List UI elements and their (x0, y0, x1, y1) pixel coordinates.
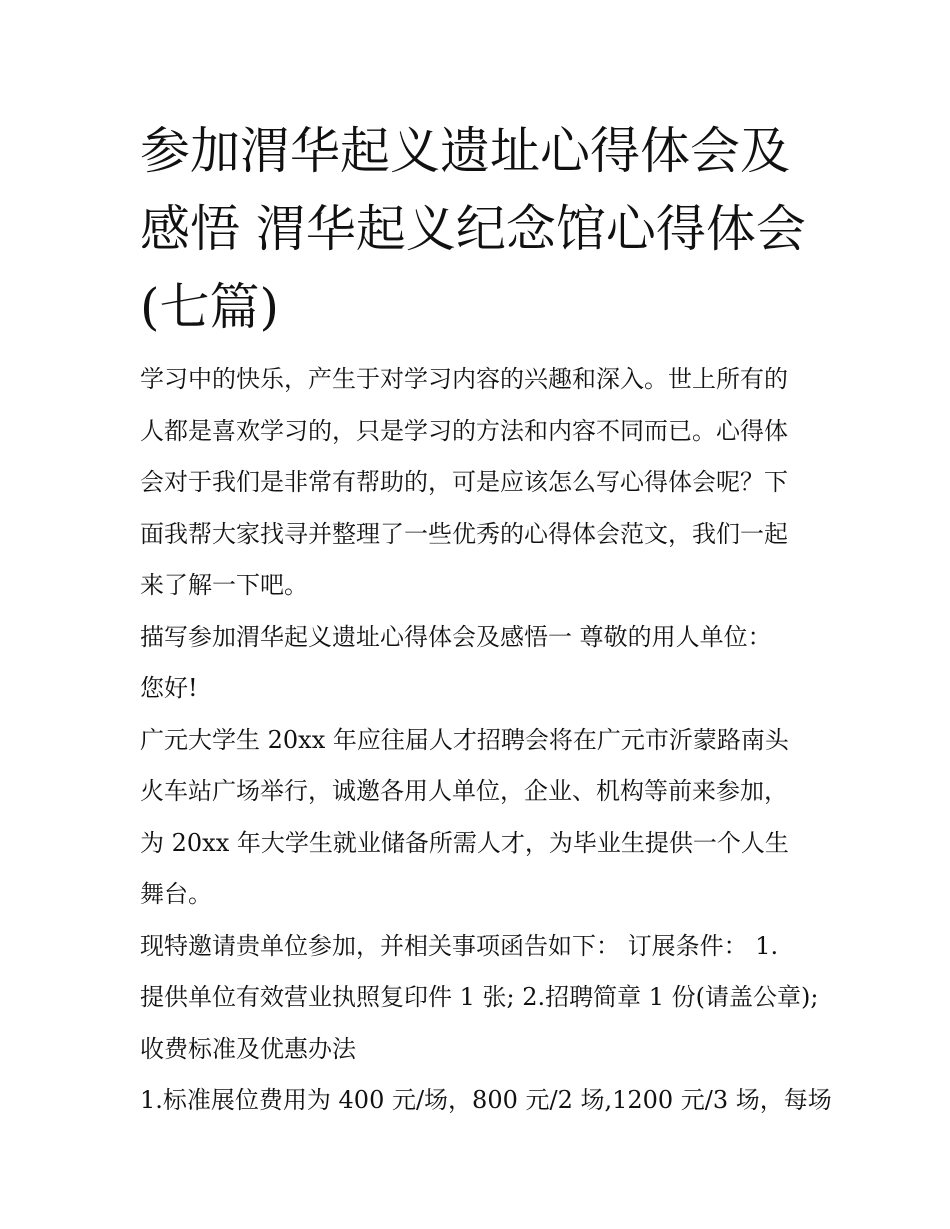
title-line: 感悟 渭华起义纪念馆心得体会 (140, 200, 806, 258)
body-line: 为 20xx 年大学生就业储备所需人才，为毕业生提供一个人生 (140, 828, 789, 857)
body-line: 现特邀请贵单位参加，并相关事项函告如下： 订展条件： 1. (140, 931, 779, 960)
body-line: 收费标准及优惠办法 (140, 1034, 356, 1063)
body-line: 人都是喜欢学习的，只是学习的方法和内容不同而已。心得体 (140, 416, 788, 445)
body-line: 面我帮大家找寻并整理了一些优秀的心得体会范文，我们一起 (140, 519, 788, 548)
document-title (140, 112, 820, 346)
body-line: 广元大学生 20xx 年应往届人才招聘会将在广元市沂蒙路南头 (140, 725, 789, 754)
body-line: 您好! (140, 674, 198, 702)
document-body (140, 354, 832, 1127)
body-line: 描写参加渭华起义遗址心得体会及感悟一 尊敬的用人单位： (140, 622, 772, 651)
body-line: 1.标准展位费用为 400 元/场，800 元/2 场,1200 元/3 场，每场 (140, 1086, 832, 1114)
title-line: 参加渭华起义遗址心得体会及 (140, 122, 790, 180)
body-line: 火车站广场举行，诚邀各用人单位，企业、机构等前来参加， (140, 777, 788, 805)
body-line: 会对于我们是非常有帮助的，可是应该怎么写心得体会呢？下 (140, 468, 788, 496)
body-line: 舞台。 (140, 880, 212, 908)
title-line: (七篇) (140, 278, 280, 336)
body-line: 学习中的快乐，产生于对学习内容的兴趣和深入。世上所有的 (140, 365, 788, 393)
body-line: 来了解一下吧。 (140, 571, 308, 599)
body-line: 提供单位有效营业执照复印件 1 张; 2.招聘简章 1 份(请盖公章); (140, 983, 819, 1011)
